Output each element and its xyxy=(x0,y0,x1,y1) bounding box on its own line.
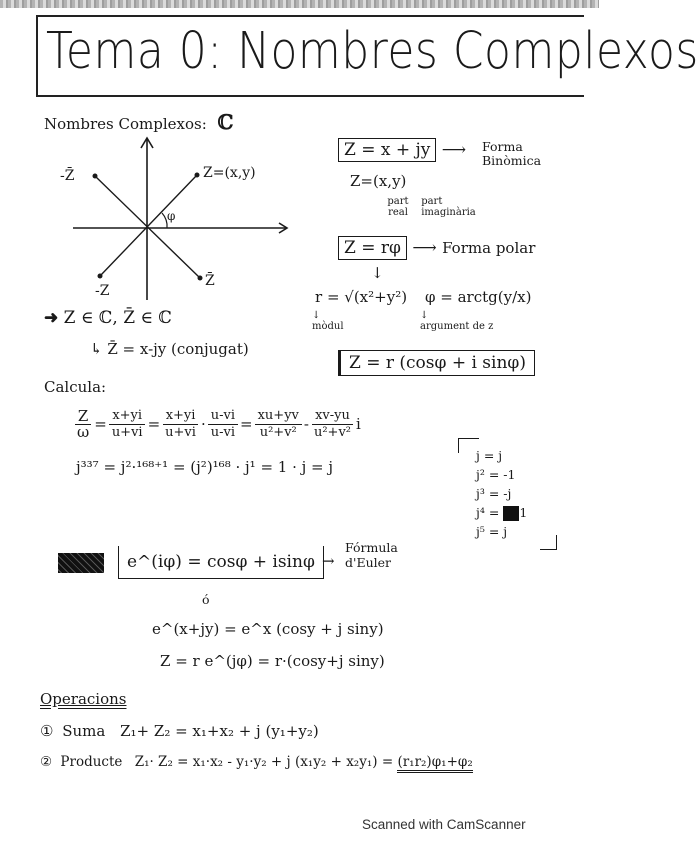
imag-part-label: part imaginària xyxy=(421,196,476,218)
membership-line xyxy=(44,308,172,328)
label-z: Z=(x,y) xyxy=(203,165,256,181)
scanner-watermark: Scanned with CamScanner xyxy=(362,817,526,832)
point-z xyxy=(195,173,200,178)
euler-label: Fórmula d'Euler xyxy=(345,540,398,570)
frac-4 xyxy=(255,408,302,440)
point-neg-zbar xyxy=(93,174,98,179)
frac-den: u+vi xyxy=(165,425,196,440)
binomic-pair: Z=(x,y) xyxy=(350,172,407,190)
binomic-parts xyxy=(384,196,481,218)
power-item-text: j⁴ = xyxy=(476,505,500,520)
frac-num: u-vi xyxy=(208,408,238,425)
imag-unit: i xyxy=(356,415,361,433)
item-name: Producte xyxy=(60,754,123,770)
power-item-value: 1 xyxy=(519,505,528,520)
euler-formula: e^(iφ) = cosφ + isinφ xyxy=(118,546,324,579)
power-item: j = j xyxy=(476,448,503,463)
right-arrow-icon: ➜ xyxy=(44,308,59,328)
point-neg-z xyxy=(98,274,103,279)
frac-den: ω xyxy=(77,423,90,441)
label-zbar: Z̄ xyxy=(205,273,215,289)
arrow-icon: ⟶ xyxy=(441,140,467,160)
power-item-j4 xyxy=(476,503,527,522)
equals: = xyxy=(147,415,161,433)
frac-num: Z xyxy=(75,408,91,425)
phi-formula: φ = arctg(y/x) xyxy=(425,288,532,306)
down-arrow-icon: ↓ xyxy=(371,264,384,282)
frac-den: u+vi xyxy=(111,425,143,440)
arrow-icon: → xyxy=(322,552,335,570)
polar-label: Forma polar xyxy=(442,239,536,257)
powers-list xyxy=(476,446,527,541)
scribbled-out-ink xyxy=(58,553,104,573)
torn-top-edge xyxy=(0,0,599,8)
operacions-heading: Operacions xyxy=(40,690,127,708)
item-formula: Z₁· Z₂ = x₁·x₂ - y₁·y₂ + j (x₁y₂ + x₂y₁) = xyxy=(134,754,394,770)
r-formula: r = √(x²+y²) xyxy=(315,288,408,306)
operation-sum xyxy=(40,722,319,740)
membership-text: Z ∈ ℂ, Z̄ ∈ ℂ xyxy=(63,308,172,328)
real-part-label: part real xyxy=(387,196,409,218)
argument-text: argument de z xyxy=(420,321,494,332)
ink-blot xyxy=(503,506,519,521)
euler-line-1: e^(x+jy) = e^x (cosy + j siny) xyxy=(152,620,384,638)
frac-2 xyxy=(162,408,199,440)
page-title: Tema 0: Nombres Complexos xyxy=(46,22,699,81)
polar-block xyxy=(338,238,535,258)
minus: - xyxy=(303,415,309,433)
frac-num: xv-yu xyxy=(312,408,353,425)
label-phi: φ xyxy=(167,209,176,223)
power-line: j³³⁷ = j²·¹⁶⁸⁺¹ = (j²)¹⁶⁸ · j¹ = 1 · j = j xyxy=(76,458,334,476)
item-number: ② xyxy=(40,754,53,770)
frac-3 xyxy=(208,408,238,440)
item-formula: Z₁+ Z₂ = x₁+x₂ + j (y₁+y₂) xyxy=(120,722,319,740)
powers-box-corner-bottom xyxy=(540,535,557,550)
section-heading-text: Nombres Complexos: xyxy=(44,115,207,133)
frac-den: u²+v² xyxy=(313,425,352,440)
power-item: j³ = -j xyxy=(476,486,512,501)
polar-formula: Z = rφ xyxy=(338,236,407,260)
frac-5 xyxy=(311,408,354,440)
modul-label: ↓ mòdul xyxy=(312,310,344,332)
modul-text: mòdul xyxy=(312,321,344,332)
frac-1 xyxy=(109,408,146,440)
item-name: Suma xyxy=(62,722,106,740)
label-neg-zbar: -Z̄ xyxy=(60,168,75,184)
frac-num: xu+yv xyxy=(255,408,302,425)
binomic-formula: Z = x + jy xyxy=(338,138,436,162)
binomic-block xyxy=(338,140,466,160)
conjugate-line xyxy=(90,340,249,358)
arrow-icon: ⟶ xyxy=(412,238,443,258)
power-item: j⁵ = j xyxy=(476,524,508,539)
calcula-heading: Calcula: xyxy=(44,378,107,396)
frac-num: x+yi xyxy=(109,408,145,425)
argument-label: ↓ argument de z xyxy=(420,310,494,332)
equals: = xyxy=(240,415,253,433)
label-neg-z: -Z xyxy=(95,283,110,299)
equals: = xyxy=(94,415,107,433)
times: · xyxy=(200,415,206,433)
euler-line-2: Z = r e^(jφ) = r·(cosy+j siny) xyxy=(160,652,385,670)
euler-or: ó xyxy=(202,592,210,607)
return-arrow-icon: ↳ xyxy=(90,340,103,358)
frac-lhs xyxy=(74,408,92,440)
item-result: (r₁r₂)φ₁+φ₂ xyxy=(397,754,472,773)
frac-num: x+yi xyxy=(163,408,199,425)
frac-den: u²+v² xyxy=(259,425,297,440)
point-zbar xyxy=(198,276,203,281)
conjugate-text: Z̄ = x-jy (conjugat) xyxy=(107,340,249,358)
argand-diagram xyxy=(55,130,295,300)
power-item: j² = -1 xyxy=(476,467,516,482)
operation-product xyxy=(40,754,473,770)
complex-set-symbol: ℂ xyxy=(217,110,234,134)
division-line xyxy=(72,408,361,440)
item-number: ① xyxy=(40,722,54,740)
binomic-label: Forma Binòmica xyxy=(482,139,542,168)
frac-den: u-vi xyxy=(210,425,236,440)
trig-form: Z = r (cosφ + i sinφ) xyxy=(338,350,535,376)
